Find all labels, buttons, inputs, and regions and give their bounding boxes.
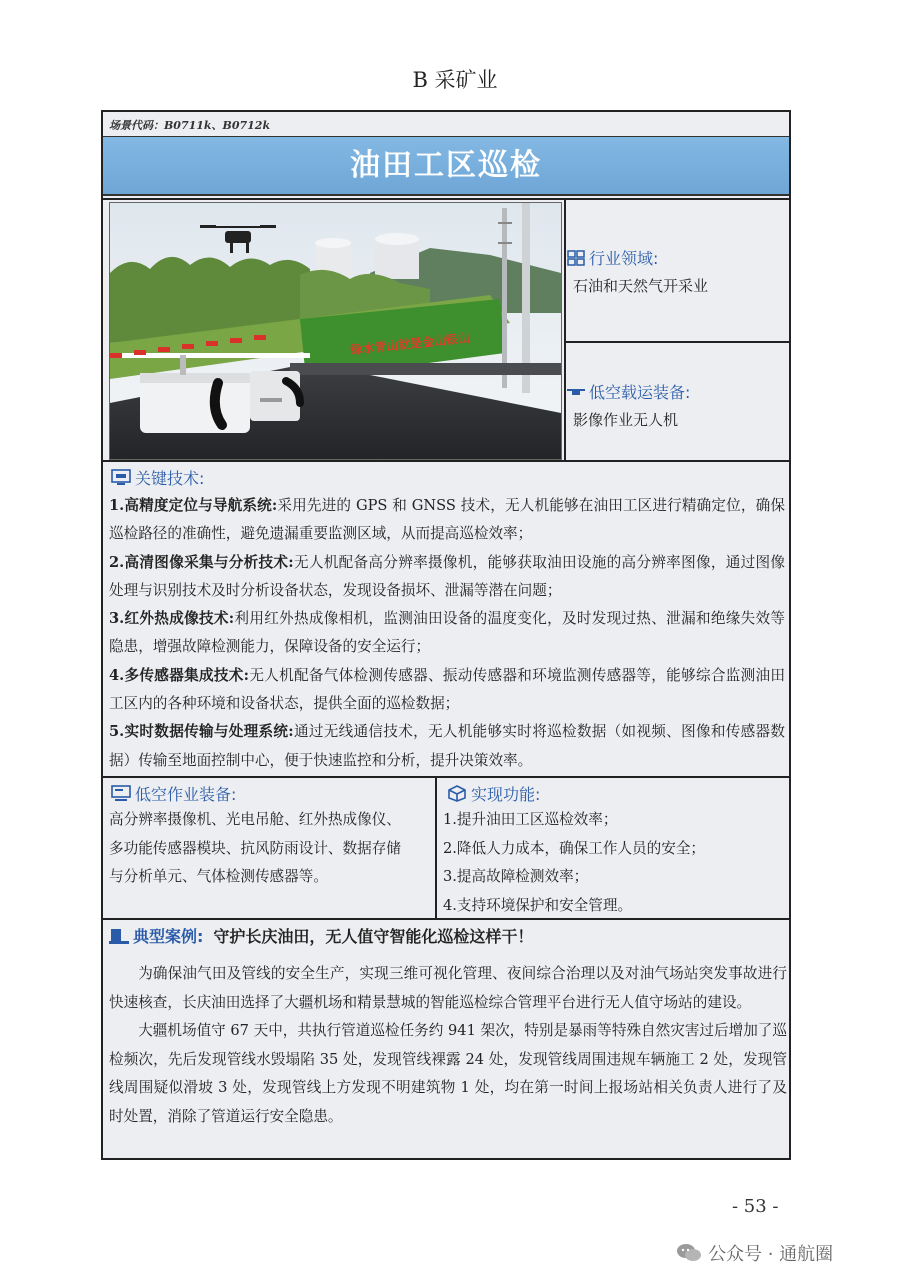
carrier-value: 影像作业无人机 xyxy=(573,411,679,429)
case-title: 守护长庆油田，无人值守智能化巡检这样干！ xyxy=(213,927,534,946)
case-body xyxy=(109,960,787,1132)
page-header: B 采矿业 xyxy=(412,68,498,92)
case-paragraph: 为确保油气田及管线的安全生产，实现三维可视化管理、夜间综合治理以及对油气场站突发事故进行快速核查，长庆油田选择了大疆机场和精景慧城的智能巡检综合管理平台进行无人值守场站的建设。 xyxy=(109,965,787,1011)
case-heading xyxy=(109,924,785,947)
page-number: - 53 - xyxy=(732,1196,779,1217)
case-label: 典型案例: xyxy=(133,927,204,946)
industry-section xyxy=(567,246,789,296)
watermark xyxy=(676,1240,833,1266)
industry-value: 石油和天然气开采业 xyxy=(573,277,709,295)
functions-text: 1.提升油田工区巡检效率； 2.降低人力成本，确保工作人员的安全； 3.提高故障检测效率； 4.支持环境保护和安全管理。 xyxy=(443,811,706,914)
key-tech-item: 1.高精度定位与导航系统:采用先进的 GPS 和 GNSS 技术，无人机能够在油田工区进行精确定位，确保巡检路径的准确性，避免遗漏重要监测区域，从而提高巡检效率； xyxy=(109,497,786,543)
key-tech-item: 5.实时数据传输与处理系统:通过无线通信技术，无人机能够实时将巡检数据（如视频、图像和传感器数据）传输至地面控制中心，便于快速监控和分析，提升决策效率。 xyxy=(109,723,785,769)
scene-code: 场景代码：B0711k、B0712k xyxy=(109,119,271,132)
scene-card xyxy=(101,110,791,1160)
key-tech-label: 关键技术: xyxy=(135,469,205,488)
screen-icon xyxy=(111,785,131,802)
drone-icon xyxy=(567,384,585,400)
industry-label: 行业领域: xyxy=(589,249,659,268)
person-icon xyxy=(109,927,129,945)
watermark-text: 公众号 · 通航圈 xyxy=(708,1244,834,1265)
functions-heading xyxy=(447,782,540,805)
cube-icon xyxy=(447,785,467,802)
functions-label: 实现功能: xyxy=(471,785,541,804)
photo-sign-text: 绿水青山就是金山银山 xyxy=(349,330,471,358)
carrier-label: 低空载运装备: xyxy=(589,383,691,402)
key-tech-item: 4.多传感器集成技术:无人机配备气体检测传感器、振动传感器和环境监测传感器等，能够综合监测油田工区内的各种环境和设备状态，提供全面的巡检数据； xyxy=(109,666,785,713)
equipment-text: 高分辨率摄像机、光电吊舱、红外热成像仪、 多功能传感器模块、抗风防雨设计、数据存储 与分析单元、气体检测传感器等。 xyxy=(109,811,401,885)
monitor-icon xyxy=(111,469,131,486)
key-tech-list xyxy=(109,492,785,775)
scene-photo xyxy=(109,202,562,460)
equipment-heading xyxy=(111,782,236,805)
key-tech-heading xyxy=(111,466,204,489)
grid-icon xyxy=(567,250,585,266)
key-tech-item: 3.红外热成像技术:利用红外热成像相机，监测油田设备的温度变化，及时发现过热、泄漏和绝缘失效等隐患，增强故障检测能力，保障设备的安全运行； xyxy=(109,610,785,656)
case-paragraph: 大疆机场值守 67 天中，共执行管道巡检任务约 941 架次，特别是暴雨等特殊自然灾害过后增加了巡检频次，先后发现管线水毁塌陷 35 处，发现管线裸露 24 处，发现管线周围违规车辆施工 2 处，发现管线周围疑似滑坡 3 处，发现管线上方发现不明建筑物 1 处，均在第一时间上报场站相关负责人进行了及时处置，消除了管道运行安全隐患。 xyxy=(109,1022,787,1125)
equipment-label: 低空作业装备: xyxy=(135,785,237,804)
wechat-icon xyxy=(676,1242,702,1264)
carrier-section xyxy=(567,380,789,430)
key-tech-item: 2.高清图像采集与分析技术:无人机配备高分辨率摄像机，能够获取油田设施的高分辨率图像，通过图像处理与识别技术及时分析设备状态，发现设备损坏、泄漏等潜在问题； xyxy=(109,553,785,599)
card-title: 油田工区巡检 xyxy=(103,136,789,196)
